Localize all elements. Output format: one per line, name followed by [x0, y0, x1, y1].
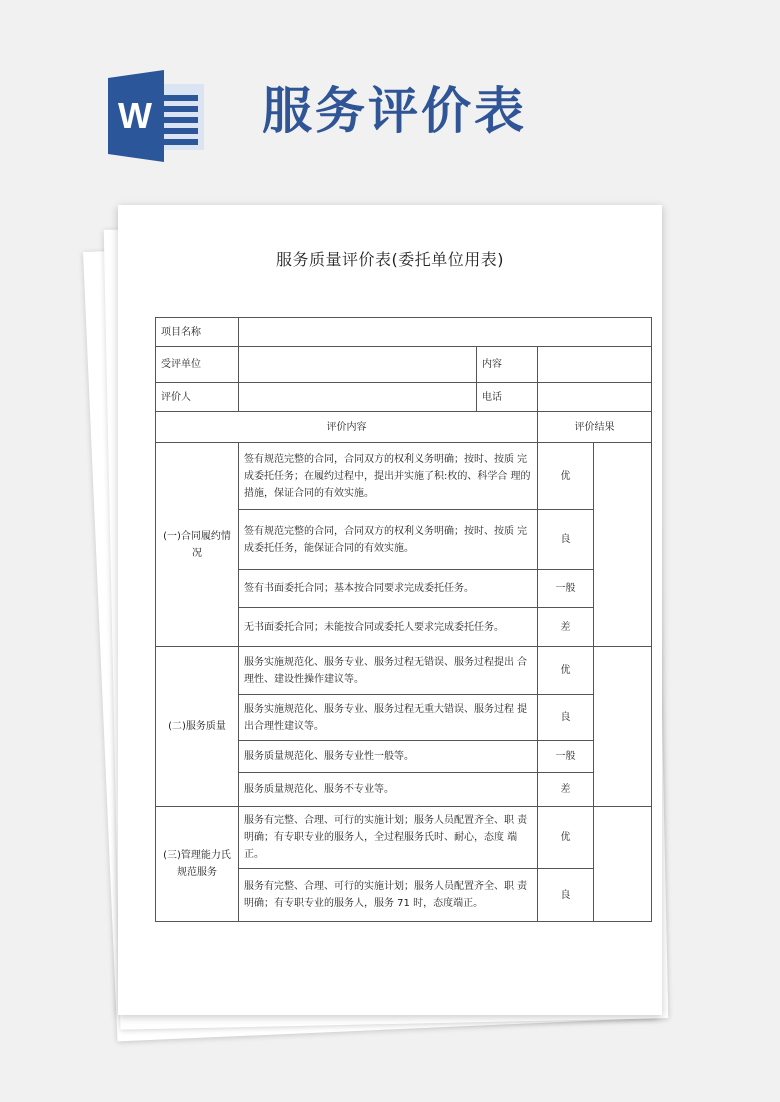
logo-letter: W	[118, 95, 152, 136]
criteria-text: 无书面委托合同；未能按合同或委托人要求完成委托任务。	[239, 608, 538, 647]
evaluation-table	[155, 317, 652, 922]
grade-label: 良	[538, 510, 594, 570]
category-contract-fulfillment: (一)合同履约情况	[156, 443, 239, 647]
document-page	[118, 205, 662, 1015]
word-logo-icon	[108, 70, 208, 162]
grade-label: 一般	[538, 570, 594, 608]
result-field[interactable]	[594, 807, 652, 922]
project-name-field[interactable]	[239, 318, 652, 347]
table-row	[156, 443, 652, 510]
criteria-text: 签有书面委托合同；基本按合同要求完成委托任务。	[239, 570, 538, 608]
table-row	[156, 318, 652, 347]
criteria-text: 签有规范完整的合同，合同双方的权利义务明确；按时、按质 完成委托任务；在履约过程中，提出并实施了积:枚的、科学合 理的措施，保证合同的有效实施。	[239, 443, 538, 510]
grade-label: 差	[538, 608, 594, 647]
criteria-text: 服务有完整、合理、可行的实施计划；服务人员配置齐全、职 责明确；有专职专业的服务人，全过程服务氏时、耐心，态度 端正。	[239, 807, 538, 869]
criteria-text: 服务实施规范化、服务专业、服务过程无错误、服务过程提出 合理性、建设性操作建议等。	[239, 647, 538, 695]
table-row	[156, 347, 652, 383]
grade-label: 一般	[538, 741, 594, 773]
phone-field[interactable]	[538, 383, 652, 412]
table-header-row	[156, 412, 652, 443]
evaluated-unit-label: 受评单位	[156, 347, 239, 383]
page-title: 服务评价表	[262, 82, 527, 140]
grade-label: 优	[538, 443, 594, 510]
table-row	[156, 383, 652, 412]
result-field[interactable]	[594, 647, 652, 807]
grade-label: 良	[538, 869, 594, 922]
evaluator-label: 评价人	[156, 383, 239, 412]
criteria-text: 服务质量规范化、服务专业性一般等。	[239, 741, 538, 773]
header-evaluation-result: 评价结果	[538, 412, 652, 443]
criteria-text: 服务实施规范化、服务专业、服务过程无重大错误、服务过程 提出合理性建议等。	[239, 695, 538, 741]
project-name-label: 项目名称	[156, 318, 239, 347]
table-row	[156, 647, 652, 695]
grade-label: 优	[538, 647, 594, 695]
grade-label: 差	[538, 773, 594, 807]
criteria-text: 签有规范完整的合同，合同双方的权利义务明确；按时、按质 完成委托任务，能保证合同的有效实施。	[239, 510, 538, 570]
evaluator-field[interactable]	[239, 383, 477, 412]
criteria-text: 服务有完整、合理、可行的实施计划；服务人员配置齐全、职 责明确；有专职专业的服务人，服务 71 时，态度端正。	[239, 869, 538, 922]
phone-label: 电话	[477, 383, 538, 412]
category-service-quality: (二)服务质量	[156, 647, 239, 807]
content-field[interactable]	[538, 347, 652, 383]
category-management-capability: (三)管理能力氏规范服务	[156, 807, 239, 922]
content-label: 内容	[477, 347, 538, 383]
result-field[interactable]	[594, 443, 652, 647]
grade-label: 优	[538, 807, 594, 869]
criteria-text: 服务质量规范化、服务不专业等。	[239, 773, 538, 807]
table-row	[156, 807, 652, 869]
evaluated-unit-field[interactable]	[239, 347, 477, 383]
grade-label: 良	[538, 695, 594, 741]
header-evaluation-content: 评价内容	[156, 412, 538, 443]
document-title: 服务质量评价表(委托单位用表)	[276, 250, 504, 269]
